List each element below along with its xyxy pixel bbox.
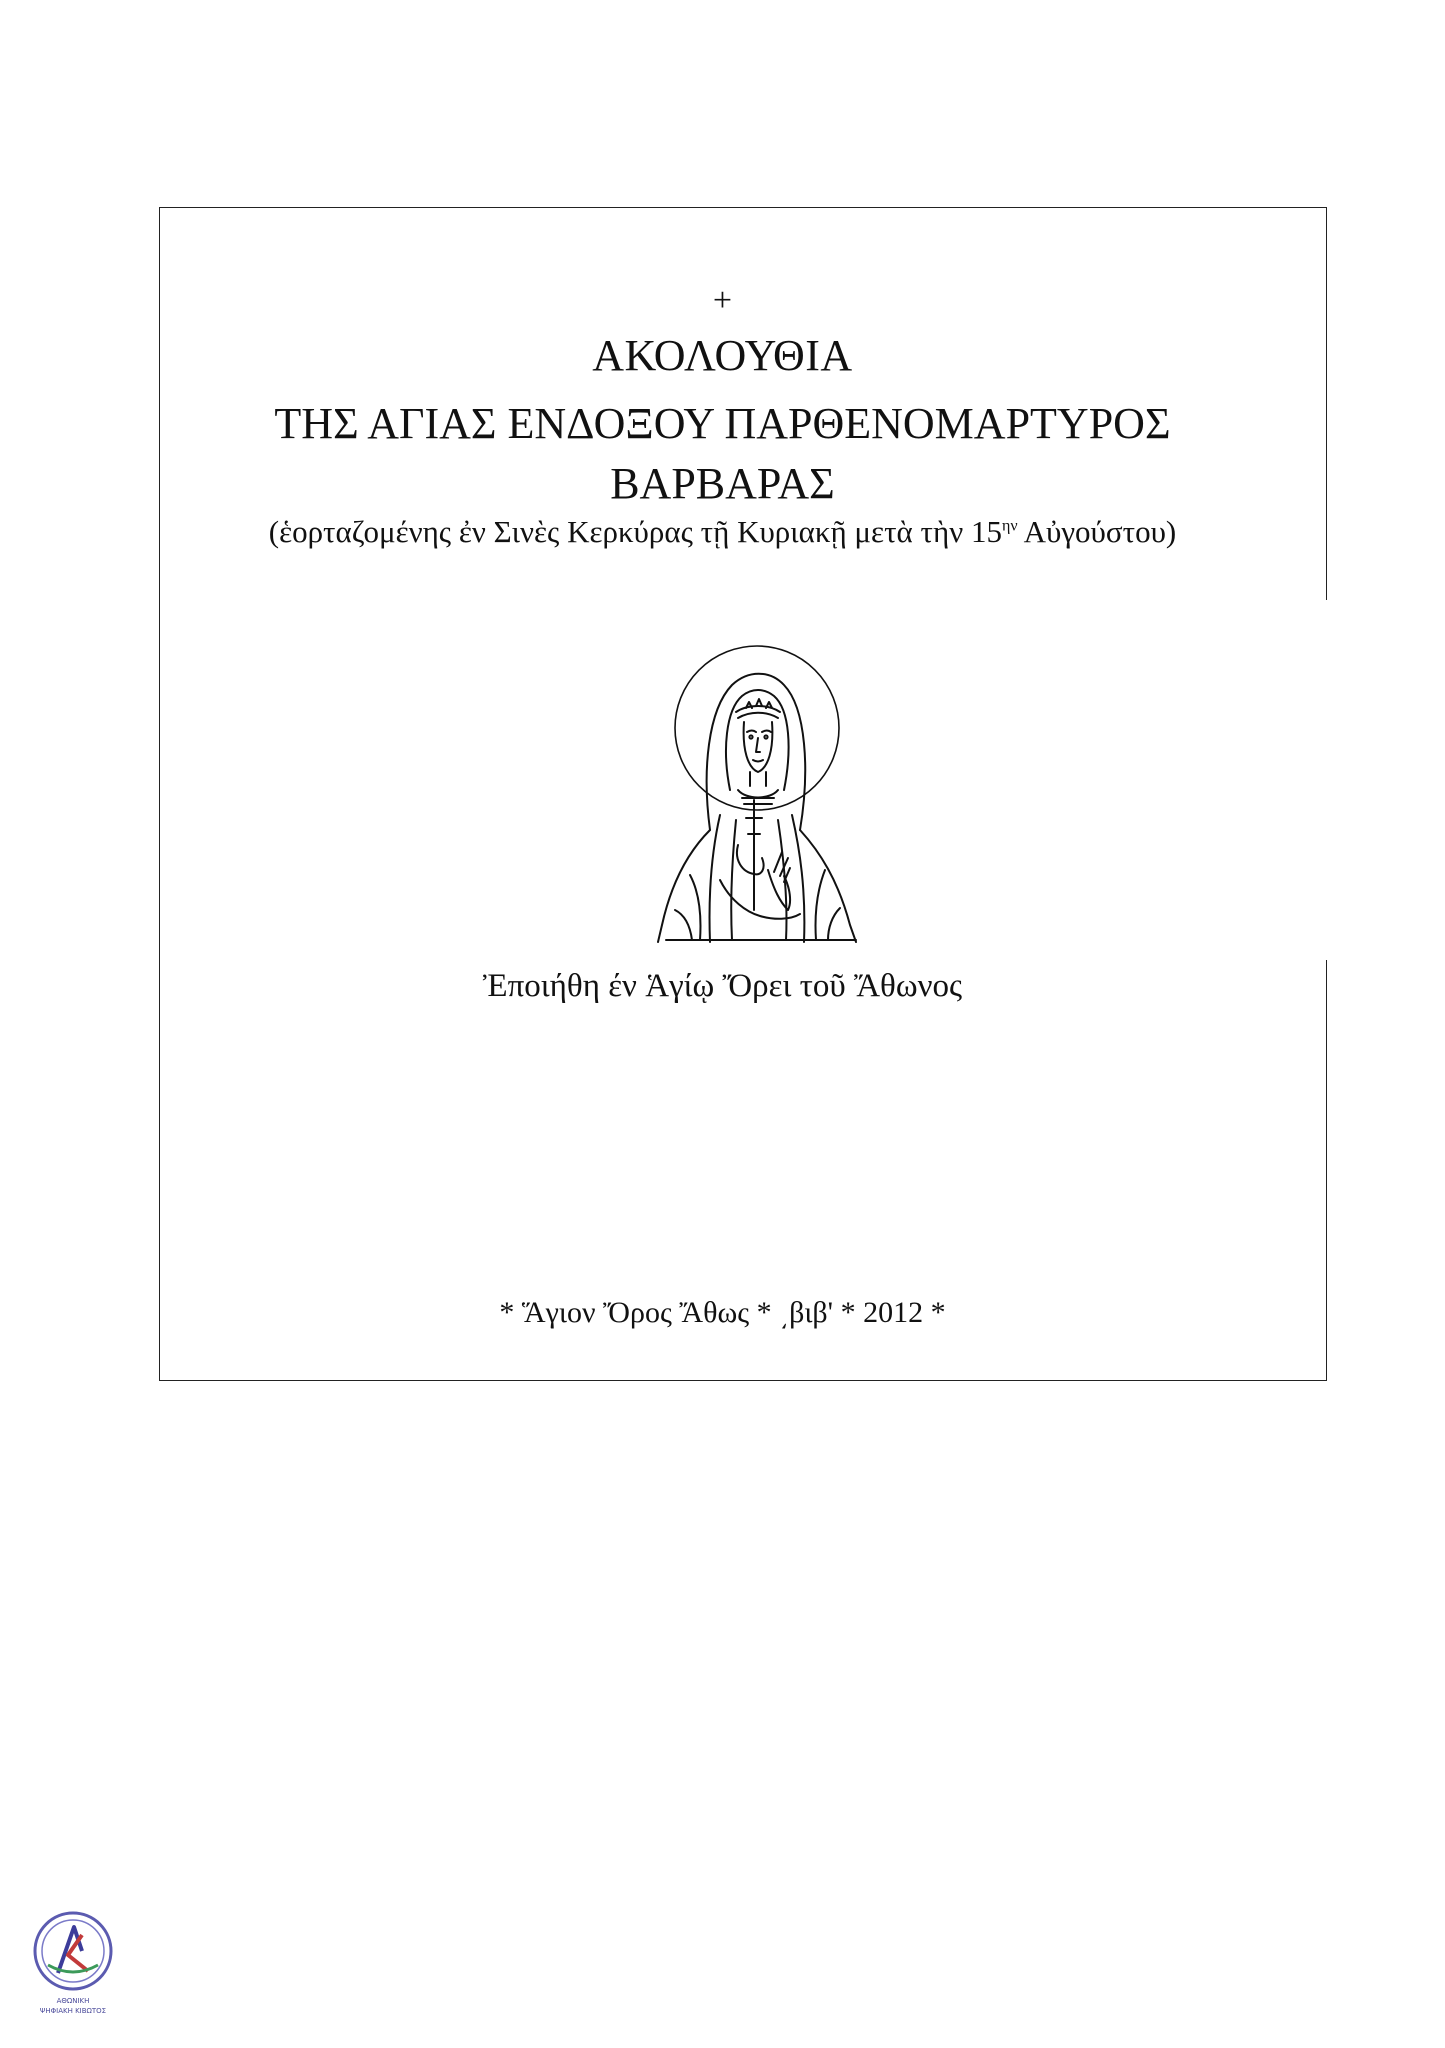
author-line: Ἐποιήθη έν Ἁγίῳ Ὄρει τοῦ Ἄθωνος [482, 968, 963, 1004]
frame-gap-lower [1323, 930, 1331, 960]
subtitle-main: (ἑορταζομένης ἐν Σινὲς Κερκύρας τῇ Κυριακῇ μετὰ τὴν 15 [268, 514, 1002, 549]
title-cross: + [712, 282, 733, 319]
frame-gap-upper [1323, 600, 1331, 960]
logo-caption-2: ΨΗΦΙΑΚΗ ΚΙΒΩΤΟΣ [39, 2007, 107, 2015]
publisher-logo-icon [28, 1905, 118, 2030]
subtitle-end: Αὐγούστου) [1017, 514, 1177, 549]
title-line-1: ΑΚΟΛΟΥΘΙΑ [592, 331, 853, 380]
title-line-2: ΤΗΣ ΑΓΙΑΣ ΕΝΔΟΞΟΥ ΠΑΡΘΕΝΟΜΑΡΤΥΡΟΣ [274, 399, 1171, 448]
saint-barbara-icon [650, 640, 870, 945]
logo-caption-1: ΑΘΩΝΙΚΗ [56, 1997, 90, 2005]
subtitle [0, 514, 1445, 550]
title-line-3: ΒΑΡΒΑΡΑΣ [610, 459, 835, 508]
subtitle-superscript: ην [1001, 517, 1018, 535]
colophon: * Ἅγιον Ὄρος Ἄθως * ͵βιβ' * 2012 * [499, 1296, 946, 1329]
